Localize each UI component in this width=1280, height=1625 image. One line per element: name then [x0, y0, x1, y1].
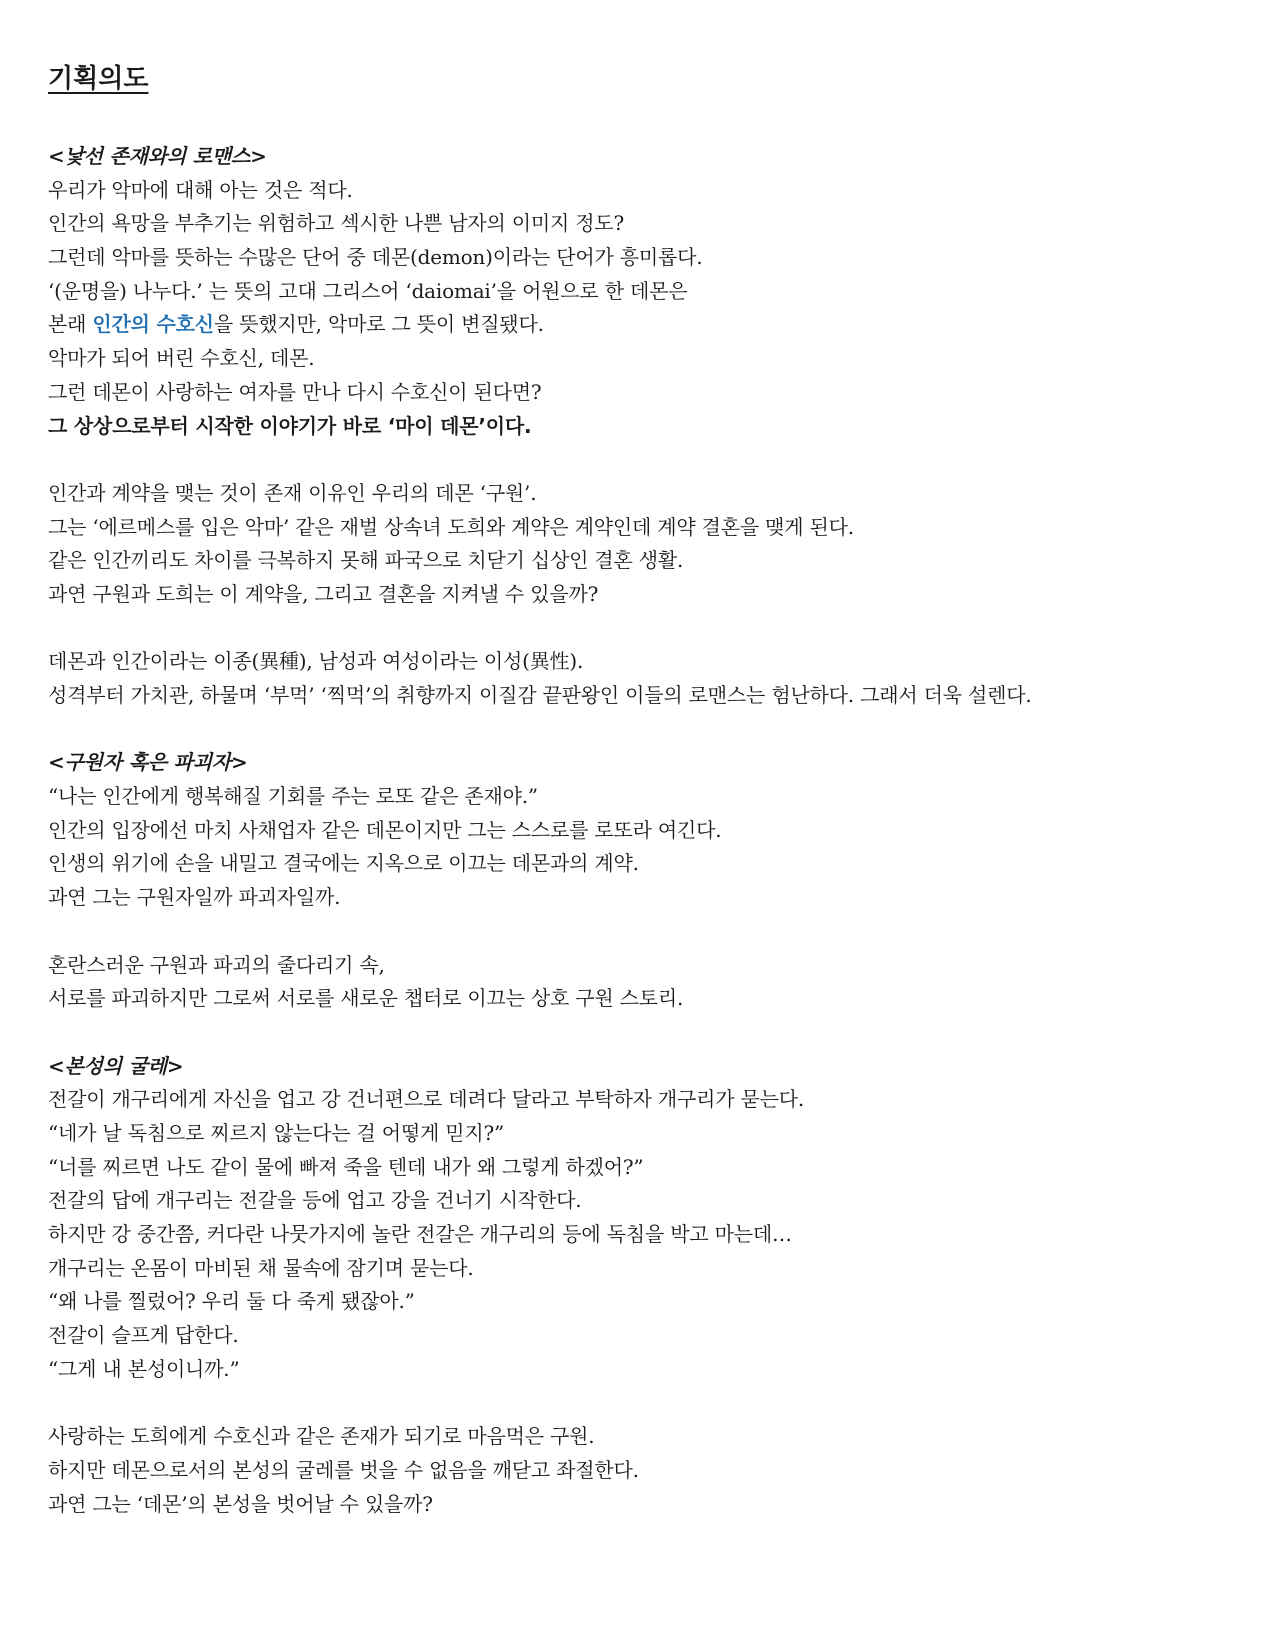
- bold-statement: 그 상상으로부터 시작한 이야기가 바로 ‘마이 데몬’이다.: [48, 413, 532, 438]
- paragraph-gap: [48, 1386, 1248, 1420]
- paragraph-gap: [48, 443, 1248, 477]
- text-line: 같은 인간끼리도 차이를 극복하지 못해 파국으로 치닫기 십상인 결혼 생활.: [48, 548, 684, 573]
- page-title: 기획의도: [48, 64, 149, 94]
- text-line: 전갈이 슬프게 답한다.: [48, 1323, 239, 1348]
- text-line: 과연 구원과 도희는 이 계약을, 그리고 결혼을 지켜낼 수 있을까?: [48, 581, 599, 606]
- text-line: “나는 인간에게 행복해질 기회를 주는 로또 같은 존재야.”: [48, 784, 538, 809]
- text-line: ‘(운명을) 나누다.’ 는 뜻의 고대 그리스어 ‘daiomai’을 어원으로 한 데몬은: [48, 278, 688, 303]
- text-line: 인생의 위기에 손을 내밀고 결국에는 지옥으로 이끄는 데몬과의 계약.: [48, 851, 639, 876]
- section-heading: <구원자 혹은 파괴자>: [48, 750, 248, 775]
- section-savior-or-destroyer: [48, 746, 1248, 1049]
- text-line: 과연 그는 구원자일까 파괴자일까.: [48, 885, 341, 910]
- text-line: 하지만 강 중간쯤, 커다란 나뭇가지에 놀란 전갈은 개구리의 등에 독침을 박고 마는데…: [48, 1222, 792, 1246]
- text-line: 그런 데몬이 사랑하는 여자를 만나 다시 수호신이 된다면?: [48, 379, 542, 404]
- text-line: “네가 날 독침으로 찌르지 않는다는 걸 어떻게 믿지?”: [48, 1120, 505, 1145]
- text-line: 사랑하는 도희에게 수호신과 같은 존재가 되기로 마음먹은 구원.: [48, 1424, 595, 1449]
- paragraph-gap: [48, 915, 1248, 949]
- text-line: 인간과 계약을 맺는 것이 존재 이유인 우리의 데몬 ‘구원’.: [48, 480, 537, 505]
- highlight-line-after: 을 뜻했지만, 악마로 그 뜻이 변질됐다.: [213, 312, 544, 337]
- text-line: 인간의 입장에선 마치 사채업자 같은 데몬이지만 그는 스스로를 로또라 여긴다.: [48, 817, 722, 842]
- text-line: “그게 내 본성이니까.”: [48, 1356, 240, 1381]
- text-line: 데몬과 인간이라는 이종(異種), 남성과 여성이라는 이성(異性).: [48, 649, 584, 674]
- paragraph-gap: [48, 1016, 1248, 1050]
- text-line: 서로를 파괴하지만 그로써 서로를 새로운 챕터로 이끄는 상호 구원 스토리.: [48, 986, 684, 1011]
- text-line: 그는 ‘에르메스를 입은 악마’ 같은 재벌 상속녀 도희와 계약은 계약인데 계약 결혼을 맺게 된다.: [48, 514, 854, 539]
- document-page: [48, 62, 1248, 1521]
- text-line: 하지만 데몬으로서의 본성의 굴레를 벗을 수 없음을 깨닫고 좌절한다.: [48, 1457, 639, 1482]
- text-line: 그런데 악마를 뜻하는 수많은 단어 중 데몬(demon)이라는 단어가 흥미롭다.: [48, 245, 703, 270]
- section-heading: <낯선 존재와의 로맨스>: [48, 144, 267, 168]
- highlight-line: [48, 308, 1248, 342]
- highlight-line-before: 본래: [48, 312, 93, 337]
- text-line: 우리가 악마에 대해 아는 것은 적다.: [48, 177, 353, 202]
- section-heading: <본성의 굴레>: [48, 1053, 184, 1078]
- section-strange-romance: [48, 140, 1248, 746]
- text-line: “너를 찌르면 나도 같이 물에 빠져 죽을 텐데 내가 왜 그렇게 하겠어?”: [48, 1154, 644, 1179]
- text-line: 과연 그는 ‘데몬’의 본성을 벗어날 수 있을까?: [48, 1491, 433, 1516]
- paragraph-gap: [48, 612, 1248, 646]
- text-line: 혼란스러운 구원과 파괴의 줄다리기 속,: [48, 952, 385, 977]
- text-line: 인간의 욕망을 부추기는 위험하고 섹시한 나쁜 남자의 이미지 정도?: [48, 211, 625, 236]
- text-line: 성격부터 가치관, 하물며 ‘부먹’ ‘찍먹’의 취향까지 이질감 끝판왕인 이들의 로맨스는 험난하다. 그래서 더욱 설렌다.: [48, 683, 1032, 707]
- text-line: “왜 나를 찔렀어? 우리 둘 다 죽게 됐잖아.”: [48, 1289, 415, 1314]
- paragraph-gap: [48, 713, 1248, 747]
- text-line: 전갈이 개구리에게 자신을 업고 강 건너편으로 데려다 달라고 부탁하자 개구리가 묻는다.: [48, 1087, 805, 1112]
- highlighted-phrase: 인간의 수호신: [92, 312, 214, 337]
- text-line: 악마가 되어 버린 수호신, 데몬.: [48, 346, 315, 371]
- section-shackles-of-nature: [48, 1050, 1248, 1522]
- text-line: 전갈의 답에 개구리는 전갈을 등에 업고 강을 건너기 시작한다.: [48, 1188, 582, 1213]
- text-line: 개구리는 온몸이 마비된 채 물속에 잠기며 묻는다.: [48, 1255, 474, 1280]
